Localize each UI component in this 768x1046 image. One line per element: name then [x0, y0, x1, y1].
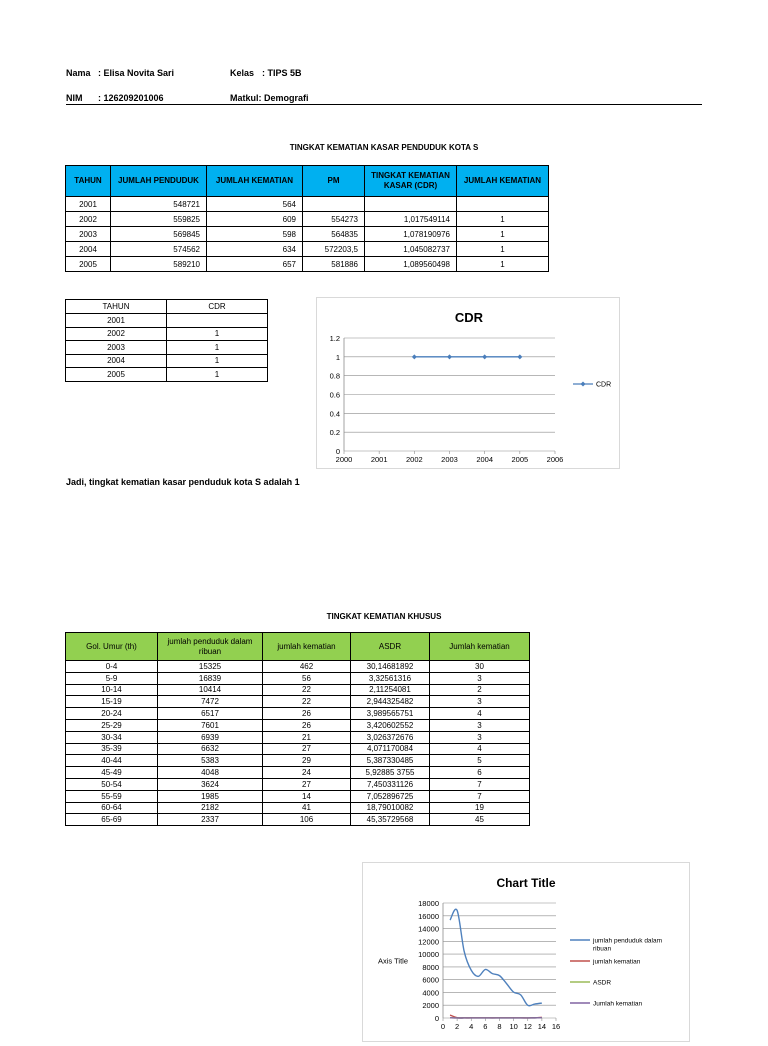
y-tick-label: 8000: [422, 963, 439, 972]
table-cell: 1: [167, 368, 268, 382]
data-point: [482, 354, 487, 359]
table-cell: 1,078190976: [365, 227, 457, 242]
table-cell: 14: [263, 790, 351, 802]
table-cell: 3: [430, 719, 530, 731]
table-row: [66, 790, 530, 802]
data-point: [517, 354, 522, 359]
table-cell: 7,052896725: [351, 790, 430, 802]
series-line: [450, 909, 542, 1006]
table-row: [66, 708, 530, 720]
table-cell: 5-9: [66, 672, 158, 684]
table-cell: 2001: [66, 197, 111, 212]
asdr-chart: [362, 862, 690, 1042]
table-cell: 4: [430, 708, 530, 720]
table-cell: 598: [207, 227, 303, 242]
column-header: TINGKAT KEMATIAN KASAR (CDR): [365, 166, 457, 197]
table-cell: 22: [263, 684, 351, 696]
table-cell: 1: [457, 227, 549, 242]
asdr-section-title: TINGKAT KEMATIAN KHUSUS: [66, 612, 702, 621]
table-cell: 2005: [66, 257, 111, 272]
table-cell: 16839: [158, 672, 263, 684]
table-cell: 25-29: [66, 719, 158, 731]
table-cell: 634: [207, 242, 303, 257]
column-header: jumlah kematian: [263, 633, 351, 661]
table-cell: 3,420602552: [351, 719, 430, 731]
header-divider: [66, 104, 702, 105]
table-cell: 2002: [66, 212, 111, 227]
y-tick-label: 14000: [418, 925, 439, 934]
legend-label: ASDR: [593, 980, 611, 987]
y-tick-label: 0.4: [330, 409, 340, 418]
x-tick-label: 8: [497, 1022, 501, 1031]
y-tick-label: 1.2: [330, 334, 340, 343]
table-cell: 30: [430, 661, 530, 673]
data-point: [447, 354, 452, 359]
y-tick-label: 2000: [422, 1001, 439, 1010]
chart-title: Chart Title: [496, 876, 555, 890]
x-tick-label: 10: [509, 1022, 517, 1031]
table-cell: 2004: [66, 354, 167, 368]
table-cell: 35-39: [66, 743, 158, 755]
table-cell: 27: [263, 743, 351, 755]
table-cell: 589210: [111, 257, 207, 272]
x-tick-label: 2001: [371, 455, 388, 464]
table-row: [66, 767, 530, 779]
conclusion-text: Jadi, tingkat kematian kasar penduduk kota S adalah 1: [66, 477, 300, 487]
table-cell: 1,045082737: [365, 242, 457, 257]
table-cell: 60-64: [66, 802, 158, 814]
table-cell: 2: [430, 684, 530, 696]
table-cell: 1: [167, 327, 268, 341]
column-header: JUMLAH KEMATIAN: [207, 166, 303, 197]
table-cell: 3,026372676: [351, 731, 430, 743]
legend-label: Jumlah kematian: [593, 1001, 643, 1008]
table-cell: 574562: [111, 242, 207, 257]
legend-label: jumlah penduduk dalam ribuan: [592, 938, 662, 953]
table-cell: 5: [430, 755, 530, 767]
matkul-label: Matkul: Demografi: [230, 93, 309, 103]
y-tick-label: 0: [336, 447, 340, 456]
table-cell: 3,32561316: [351, 672, 430, 684]
x-tick-label: 12: [524, 1022, 532, 1031]
table-cell: 30,14681892: [351, 661, 430, 673]
legend-marker: [581, 382, 586, 387]
table-cell: 6939: [158, 731, 263, 743]
x-tick-label: 2: [455, 1022, 459, 1031]
table-cell: 2003: [66, 227, 111, 242]
x-tick-label: 2002: [406, 455, 423, 464]
table-row: [66, 696, 530, 708]
table-cell: 7: [430, 790, 530, 802]
table-cell: 55-59: [66, 790, 158, 802]
x-tick-label: 2005: [511, 455, 528, 464]
table-cell: 3: [430, 731, 530, 743]
table-cell: 1985: [158, 790, 263, 802]
table-row: [66, 257, 549, 272]
table-cell: 7: [430, 778, 530, 790]
y-tick-label: 1: [336, 353, 340, 362]
x-tick-label: 4: [469, 1022, 473, 1031]
kelas-value: : TIPS 5B: [262, 68, 302, 78]
table-row: [66, 227, 549, 242]
table-cell: 569845: [111, 227, 207, 242]
table-cell: 5,92885 3755: [351, 767, 430, 779]
table-cell: 7601: [158, 719, 263, 731]
table-cell: [365, 197, 457, 212]
cdr-table: [65, 165, 549, 272]
y-tick-label: 4000: [422, 988, 439, 997]
nim-value: : 126209201006: [98, 93, 164, 103]
table-cell: 572203,5: [303, 242, 365, 257]
table-cell: 18,79010082: [351, 802, 430, 814]
column-header: CDR: [167, 300, 268, 314]
column-header: TAHUN: [66, 300, 167, 314]
table-cell: 3,989565751: [351, 708, 430, 720]
y-tick-label: 0.6: [330, 391, 340, 400]
table-cell: 4,071170084: [351, 743, 430, 755]
table-cell: 3: [430, 672, 530, 684]
cdr-chart-svg: [317, 298, 619, 468]
table-cell: 6: [430, 767, 530, 779]
x-tick-label: 16: [552, 1022, 560, 1031]
table-row: [66, 814, 530, 826]
table-cell: 3: [430, 696, 530, 708]
table-cell: 24: [263, 767, 351, 779]
table-cell: 26: [263, 719, 351, 731]
table-cell: 45: [430, 814, 530, 826]
kelas-label: Kelas: [230, 68, 254, 78]
column-header: TAHUN: [66, 166, 111, 197]
asdr-table: [65, 632, 530, 826]
nama-value: : Elisa Novita Sari: [98, 68, 174, 78]
table-cell: 564835: [303, 227, 365, 242]
table-cell: 564: [207, 197, 303, 212]
table-cell: 26: [263, 708, 351, 720]
table-row: [66, 327, 268, 341]
table-cell: 20-24: [66, 708, 158, 720]
table-row: [66, 802, 530, 814]
table-cell: [457, 197, 549, 212]
y-tick-label: 0.2: [330, 428, 340, 437]
table-cell: 2001: [66, 314, 167, 328]
table-cell: 462: [263, 661, 351, 673]
table-cell: 2182: [158, 802, 263, 814]
table-cell: 559825: [111, 212, 207, 227]
asdr-chart-svg: [363, 863, 689, 1041]
table-cell: 19: [430, 802, 530, 814]
table-cell: 2003: [66, 341, 167, 355]
table-cell: 21: [263, 731, 351, 743]
table-cell: 10414: [158, 684, 263, 696]
y-tick-label: 6000: [422, 976, 439, 985]
y-tick-label: 16000: [418, 912, 439, 921]
table-cell: 554273: [303, 212, 365, 227]
table-cell: 2,944325482: [351, 696, 430, 708]
table-cell: 2337: [158, 814, 263, 826]
x-tick-label: 6: [483, 1022, 487, 1031]
table-cell: 5383: [158, 755, 263, 767]
table-row: [66, 242, 549, 257]
table-cell: 15-19: [66, 696, 158, 708]
table-cell: 45-49: [66, 767, 158, 779]
table-cell: 6632: [158, 743, 263, 755]
table-cell: 22: [263, 696, 351, 708]
table-cell: [303, 197, 365, 212]
table-cell: 15325: [158, 661, 263, 673]
table-cell: 56: [263, 672, 351, 684]
table-cell: 609: [207, 212, 303, 227]
table-cell: 5,387330485: [351, 755, 430, 767]
table-cell: 7,450331126: [351, 778, 430, 790]
table-cell: 1: [457, 242, 549, 257]
cdr-section-title: TINGKAT KEMATIAN KASAR PENDUDUK KOTA S: [66, 143, 702, 152]
table-cell: 6517: [158, 708, 263, 720]
column-header: PM: [303, 166, 365, 197]
y-tick-label: 0: [435, 1014, 439, 1023]
y-axis-label: Axis Title: [378, 957, 408, 966]
table-cell: 50-54: [66, 778, 158, 790]
legend-label: jumlah kematian: [592, 959, 641, 966]
x-tick-label: 2003: [441, 455, 458, 464]
table-cell: 2002: [66, 327, 167, 341]
table-row: [66, 368, 268, 382]
column-header: Gol. Umur (th): [66, 633, 158, 661]
data-point: [412, 354, 417, 359]
table-cell: 1: [457, 212, 549, 227]
table-row: [66, 314, 268, 328]
table-row: [66, 341, 268, 355]
table-row: [66, 672, 530, 684]
table-cell: 548721: [111, 197, 207, 212]
table-cell: 41: [263, 802, 351, 814]
legend-label: CDR: [596, 382, 611, 389]
nama-label: Nama: [66, 68, 91, 78]
cdr-chart: [316, 297, 620, 469]
table-cell: 2004: [66, 242, 111, 257]
column-header: JUMLAH KEMATIAN: [457, 166, 549, 197]
table-row: [66, 719, 530, 731]
table-cell: 657: [207, 257, 303, 272]
table-cell: 65-69: [66, 814, 158, 826]
table-row: [66, 354, 268, 368]
table-cell: 29: [263, 755, 351, 767]
table-row: [66, 684, 530, 696]
table-cell: 4: [430, 743, 530, 755]
table-row: [66, 731, 530, 743]
table-cell: [167, 314, 268, 328]
column-header: ASDR: [351, 633, 430, 661]
table-cell: 45,35729568: [351, 814, 430, 826]
table-cell: 4048: [158, 767, 263, 779]
y-tick-label: 18000: [418, 899, 439, 908]
table-row: [66, 778, 530, 790]
table-cell: 3624: [158, 778, 263, 790]
table-cell: 0-4: [66, 661, 158, 673]
table-cell: 1: [167, 341, 268, 355]
table-cell: 1,017549114: [365, 212, 457, 227]
table-cell: 27: [263, 778, 351, 790]
table-row: [66, 661, 530, 673]
y-tick-label: 10000: [418, 950, 439, 959]
table-cell: 106: [263, 814, 351, 826]
x-tick-label: 2004: [476, 455, 493, 464]
table-cell: 30-34: [66, 731, 158, 743]
table-cell: 10-14: [66, 684, 158, 696]
nim-label: NIM: [66, 93, 83, 103]
column-header: Jumlah kematian: [430, 633, 530, 661]
table-cell: 7472: [158, 696, 263, 708]
table-cell: 581886: [303, 257, 365, 272]
table-cell: 2005: [66, 368, 167, 382]
table-cell: 2,11254081: [351, 684, 430, 696]
y-tick-label: 12000: [418, 937, 439, 946]
cdr-summary-table: [65, 299, 268, 382]
column-header: JUMLAH PENDUDUK: [111, 166, 207, 197]
table-row: [66, 197, 549, 212]
table-cell: 1,089560498: [365, 257, 457, 272]
column-header: jumlah penduduk dalam ribuan: [158, 633, 263, 661]
x-tick-label: 2000: [336, 455, 353, 464]
table-row: [66, 755, 530, 767]
table-cell: 40-44: [66, 755, 158, 767]
table-cell: 1: [457, 257, 549, 272]
chart-title: CDR: [455, 310, 484, 325]
table-cell: 1: [167, 354, 268, 368]
x-tick-label: 14: [538, 1022, 546, 1031]
y-tick-label: 0.8: [330, 372, 340, 381]
table-row: [66, 743, 530, 755]
table-row: [66, 212, 549, 227]
x-tick-label: 0: [441, 1022, 445, 1031]
x-tick-label: 2006: [547, 455, 564, 464]
